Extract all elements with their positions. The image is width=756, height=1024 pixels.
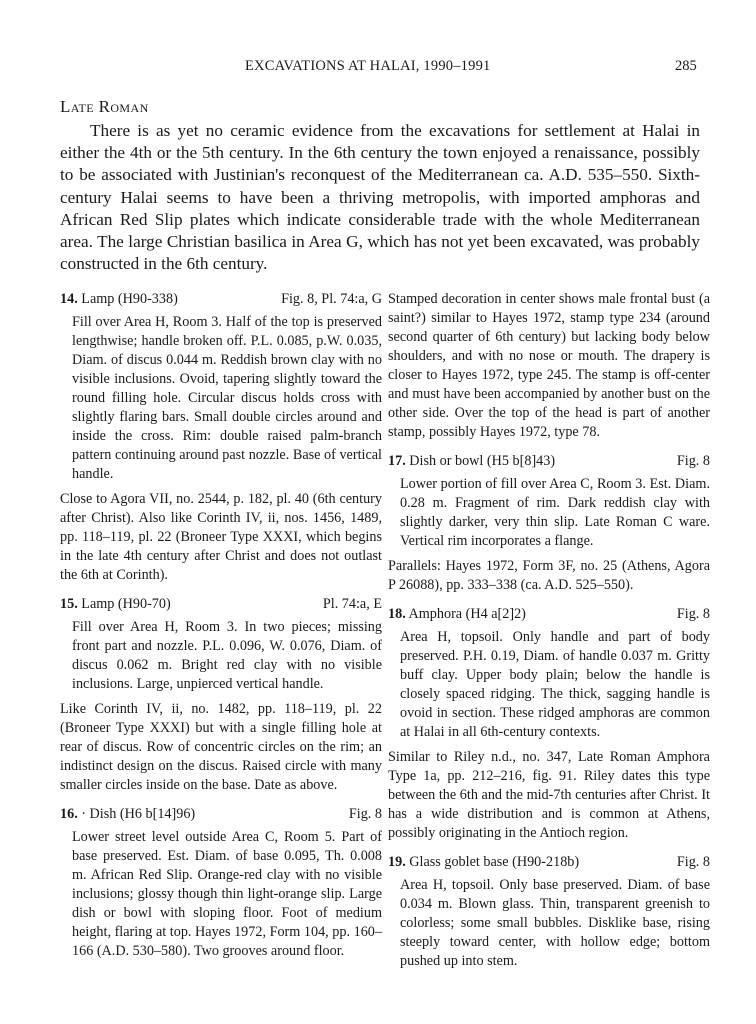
- entry-number: 19.: [388, 854, 406, 870]
- entry-description: Area H, topsoil. Only base preserved. Diam. of base 0.034 m. Blown glass. Thin, transparent greenish to colorless; some small bubbles. Disklike base, rising steeply toward center, with hollow edge; bottom pushed up into stem.: [400, 877, 710, 969]
- entry-description: Lower portion of fill over Area C, Room 3. Est. Diam. 0.28 m. Fragment of rim. Dark reddish clay with slightly darker, very thin slip. Late Roman C ware. Vertical rim incorporates a flange.: [400, 476, 710, 549]
- entry-description: Fill over Area H, Room 3. Half of the top is preserved lengthwise; handle broken off. P.L. 0.085, p.W. 0.035, Diam. of discus 0.044 m. Reddish brown clay with no visible inclusions. Ovoid, tapering slightly toward the round filling hole. Circular discus holds cross with slightly flaring bars. Small double circles around and inside the cross. Rim: double raised palm-branch pattern continuing around past nozzle. Base of vertical handle.: [72, 314, 382, 482]
- entry-title: · Dish (H6 b[14]96): [81, 806, 196, 822]
- entry-heading: [388, 853, 710, 872]
- catalogue-entry-16: [60, 805, 382, 961]
- catalogue-entry-14: [60, 290, 382, 585]
- entry-number: 17.: [388, 453, 406, 469]
- entry-figure-reference: Fig. 8: [676, 453, 710, 469]
- entry-16-continuation: Stamped decoration in center shows male frontal bust (a saint?) similar to Hayes 1972, stamp type 234 (around second quarter of 6th century) but lacking body below shoulders, and with no nose or mouth. The drapery is closer to Hayes 1972, type 245. The stamp is off-center and must have been accompanied by another bust on the other side. Over the top of the head is part of another stamp, possibly Hayes 1972, type 78.: [388, 291, 710, 440]
- left-column: [60, 290, 382, 971]
- entry-number: 16.: [60, 806, 78, 822]
- right-column: [388, 290, 710, 981]
- entry-title: Dish or bowl (H5 b[8]43): [409, 453, 556, 469]
- page-number: 285: [675, 58, 697, 74]
- catalogue-entry-17: [388, 452, 710, 595]
- entry-figure-reference: Fig. 8: [676, 854, 710, 870]
- catalogue-entry-19: [388, 853, 710, 971]
- entry-heading: [60, 805, 382, 824]
- entry-heading: [60, 595, 382, 614]
- entry-comment: Parallels: Hayes 1972, Form 3F, no. 25 (Athens, Agora P 26088), pp. 333–338 (ca. A.D. 525–550).: [388, 558, 710, 593]
- running-title: EXCAVATIONS AT HALAI, 1990–1991: [245, 58, 491, 74]
- entry-description: Fill over Area H, Room 3. In two pieces; missing front part and nozzle. P.L. 0.096, W. 0.076, Diam. of discus 0.062 m. Bright red clay with no visible inclusions. Large, unpierced vertical handle.: [72, 619, 382, 692]
- entry-heading: [388, 452, 710, 471]
- entry-figure-reference: Fig. 8: [676, 606, 710, 622]
- entry-comment: Close to Agora VII, no. 2544, p. 182, pl. 40 (6th century after Christ). Also like Corinth IV, ii, nos. 1456, 1489, pp. 118–119, pl. 22 (Broneer Type XXXI, which begins in the late 4th century after Christ and does not outlast the 6th at Corinth).: [60, 491, 382, 583]
- entry-number: 18.: [388, 606, 406, 622]
- entry-title: Glass goblet base (H90-218b): [409, 854, 580, 870]
- entry-comment: Like Corinth IV, ii, no. 1482, pp. 118–119, pl. 22 (Broneer Type XXXI) but with a single filling hole at rear of discus. Row of concentric circles on the rim; an indistinct design on the discus. Raised circle with many smaller circles inside on the base. Date as above.: [60, 701, 382, 793]
- entry-comment: Similar to Riley n.d., no. 347, Late Roman Amphora Type 1a, pp. 212–216, fig. 91. Riley dates this type between the 6th and the mid-7th centuries after Christ. It has a wide distribution and is common at Athens, possibly originating in the Antioch region.: [388, 749, 710, 841]
- entry-figure-reference: Fig. 8, Pl. 74:a, G: [281, 291, 382, 307]
- entry-title: Lamp (H90-338): [81, 291, 178, 307]
- entry-heading: [60, 290, 382, 309]
- intro-paragraph: There is as yet no ceramic evidence from the excavations for settlement at Halai in either the 4th or the 5th century. In the 6th century the town enjoyed a renaissance, possibly to be associated with Justinian's reconquest of the Mediterranean ca. A.D. 535–550. Sixth-century Halai seems to have been a thriving metropolis, with imported amphoras and African Red Slip plates which indicate considerable trade with the whole Mediterranean area. The large Christian basilica in Area G, which has not yet been excavated, was probably constructed in the 6th century.: [60, 121, 700, 274]
- entry-title: Lamp (H90-70): [81, 596, 171, 612]
- entry-heading: [388, 605, 710, 624]
- entry-title: Amphora (H4 a[2]2): [408, 606, 526, 622]
- section-title: Late Roman: [60, 97, 149, 116]
- running-header: [0, 58, 756, 80]
- entry-number: 15.: [60, 596, 78, 612]
- entry-number: 14.: [60, 291, 78, 307]
- entry-figure-reference: Pl. 74:a, E: [322, 596, 382, 612]
- entry-description: Area H, topsoil. Only handle and part of body preserved. P.H. 0.19, Diam. of handle 0.037 m. Gritty buff clay. Upper body plain; below the handle is closely spaced ridging. The thick, sagging handle is ovoid in section. These ridged amphoras are common at Halai in all 6th-century contexts.: [400, 629, 710, 740]
- entry-figure-reference: Fig. 8: [348, 806, 382, 822]
- entry-description: Lower street level outside Area C, Room 5. Part of base preserved. Est. Diam. of base 0.095, Th. 0.008 m. African Red Slip. Orange-red clay with no visible inclusions; glossy though thin light-orange slip. Large dish or bowl with sloping floor. Foot of medium height, flaring at top. Hayes 1972, Form 104, pp. 160–166 (A.D. 530–580). Two grooves around floor.: [72, 829, 382, 959]
- catalogue-entry-18: [388, 605, 710, 843]
- catalogue-entry-15: [60, 595, 382, 795]
